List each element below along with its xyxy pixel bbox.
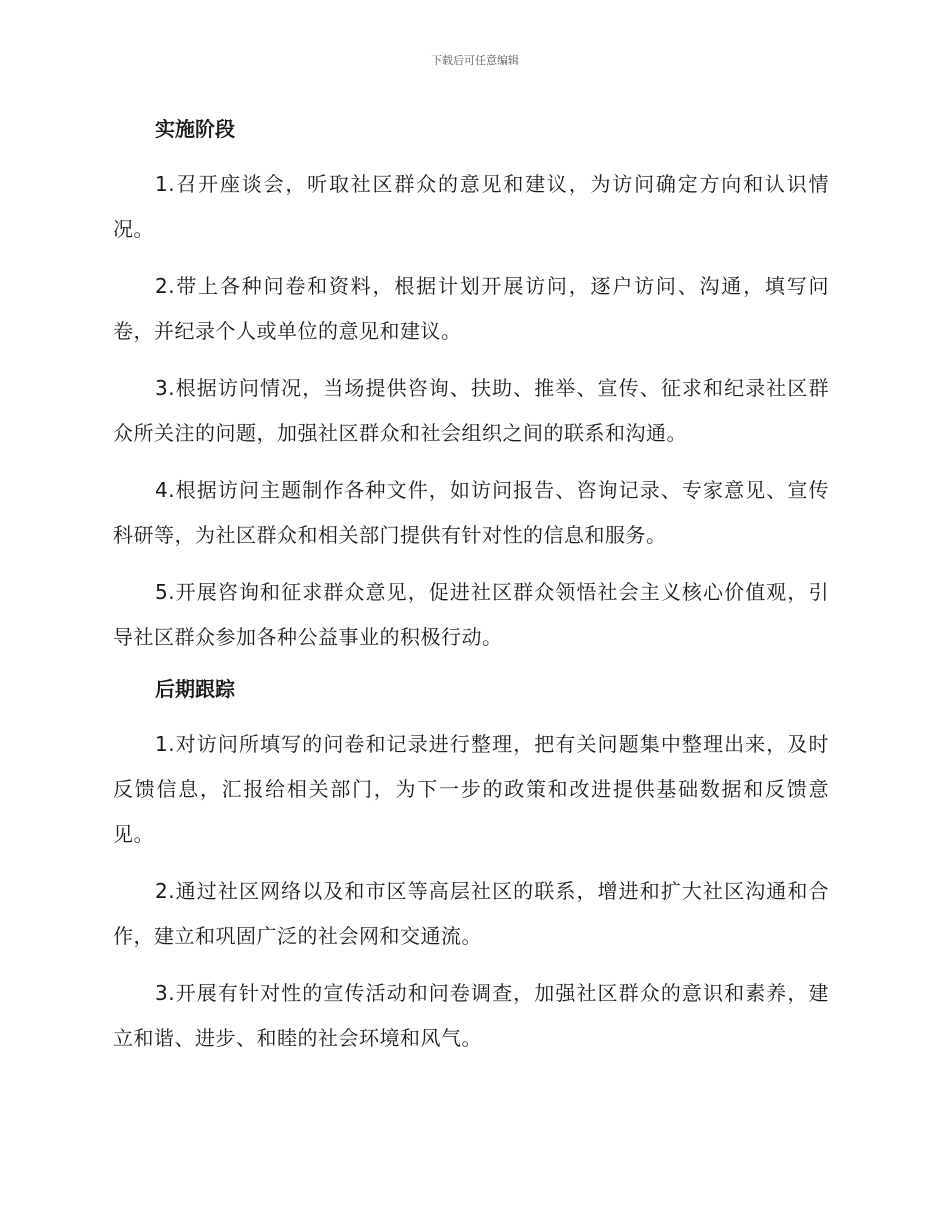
document-body [113, 112, 829, 1073]
section-title: 后期跟踪 [155, 677, 235, 701]
paragraph: 4.根据访问主题制作各种文件，如访问报告、咨询记录、专家意见、宣传科研等，为社区群众和相关部门提供有针对性的信息和服务。 [113, 478, 829, 547]
page-header-note: 下载后可任意编辑 [431, 54, 519, 67]
paragraph: 3.开展有针对性的宣传活动和问卷调查，加强社区群众的意识和素养，建立和谐、进步、和睦的社会环境和风气。 [113, 981, 829, 1050]
paragraph: 1.召开座谈会，听取社区群众的意见和建议，为访问确定方向和认识情况。 [113, 172, 829, 241]
paragraph: 2.带上各种问卷和资料，根据计划开展访问，逐户访问、沟通，填写问卷，并纪录个人或单位的意见和建议。 [113, 274, 829, 343]
section-implementation [113, 112, 829, 660]
paragraph: 5.开展咨询和征求群众意见，促进社区群众领悟社会主义核心价值观，引导社区群众参加各种公益事业的积极行动。 [113, 580, 829, 649]
section-title: 实施阶段 [155, 117, 235, 141]
paragraph: 3.根据访问情况，当场提供咨询、扶助、推举、宣传、征求和纪录社区群众所关注的问题，加强社区群众和社会组织之间的联系和沟通。 [113, 376, 829, 445]
paragraph: 1.对访问所填写的问卷和记录进行整理，把有关问题集中整理出来，及时反馈信息，汇报给相关部门，为下一步的政策和改进提供基础数据和反馈意见。 [113, 732, 829, 846]
section-follow-up [113, 672, 829, 1061]
paragraph: 2.通过社区网络以及和市区等高层社区的联系，增进和扩大社区沟通和合作，建立和巩固广泛的社会网和交通流。 [113, 879, 829, 948]
